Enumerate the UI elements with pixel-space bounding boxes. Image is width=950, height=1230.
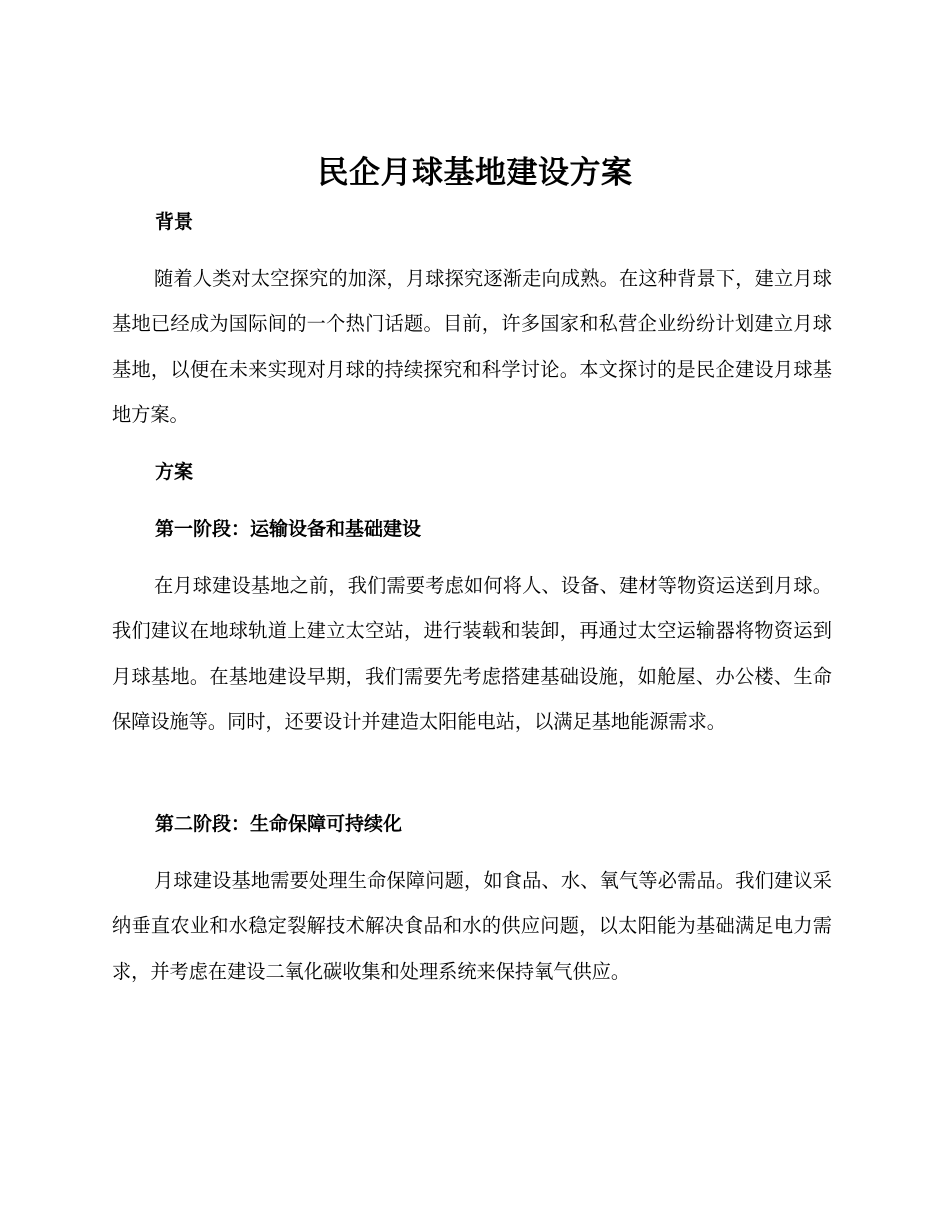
- paragraph-phase1: 在月球建设基地之前，我们需要考虑如何将人、设备、建材等物资运送到月球。我们建议在地球轨道上建立太空站，进行装载和装卸，再通过太空运输器将物资运到月球基地。在基地建设早期，我们需要先考虑搭建基础设施，如舱屋、办公楼、生命保障设施等。同时，还要设计并建造太阳能电站，以满足基地能源需求。: [112, 574, 832, 733]
- document-title: 民企月球基地建设方案: [317, 155, 633, 191]
- section-heading-background: 背景: [155, 211, 194, 233]
- paragraph-background: 随着人类对太空探究的加深，月球探究逐渐走向成熟。在这种背景下，建立月球基地已经成为国际间的一个热门话题。目前，许多国家和私营企业纷纷计划建立月球基地，以便在未来实现对月球的持续探究和科学讨论。本文探讨的是民企建设月球基地方案。: [112, 267, 832, 426]
- section-heading-plan: 方案: [155, 461, 194, 483]
- paragraph-phase2: 月球建设基地需要处理生命保障问题，如食品、水、氧气等必需品。我们建议采纳垂直农业和水稳定裂解技术解决食品和水的供应问题，以太阳能为基础满足电力需求，并考虑在建设二氧化碳收集和处理系统来保持氧气供应。: [112, 869, 832, 983]
- section-heading-phase2: 第二阶段：生命保障可持续化: [155, 813, 403, 835]
- section-heading-phase1: 第一阶段：运输设备和基础建设: [155, 518, 422, 540]
